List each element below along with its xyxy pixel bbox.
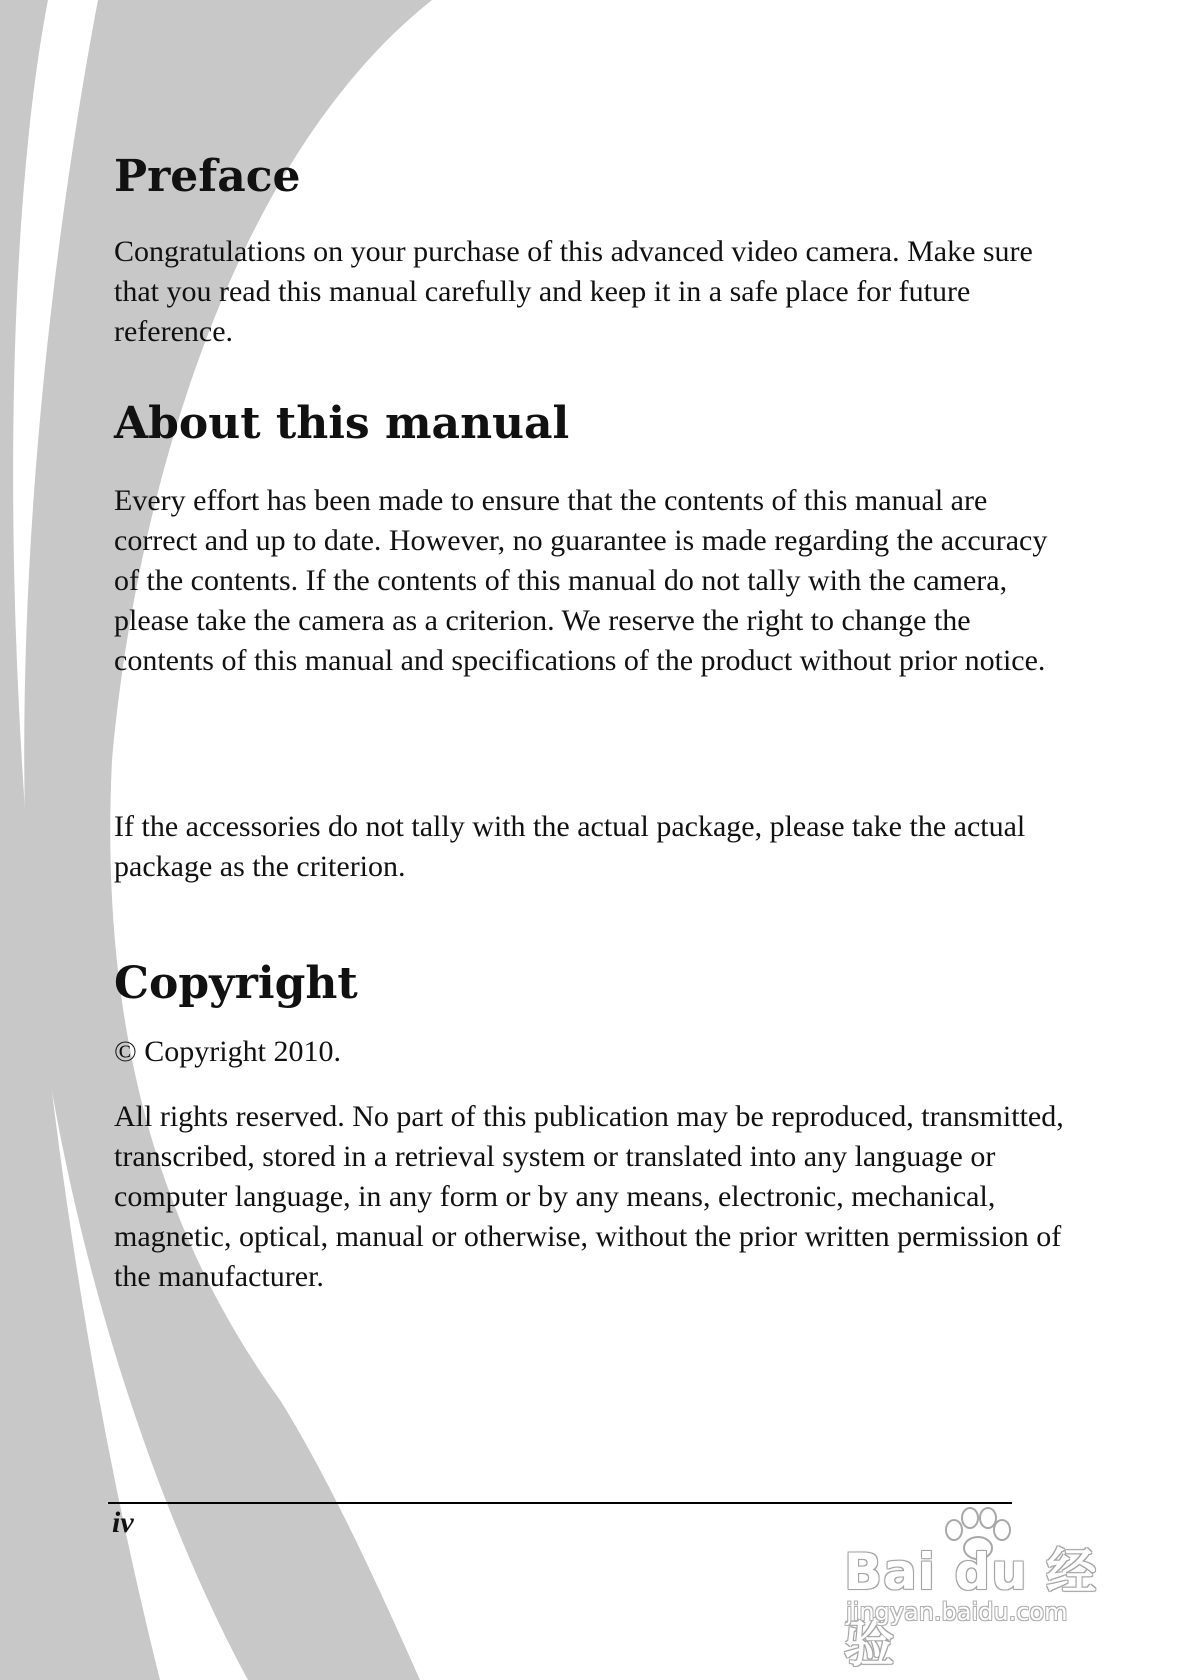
about-heading: About this manual	[114, 398, 570, 449]
copyright-rights: All rights reserved. No part of this publication may be reproduced, transmitted, transcribed, stored in a retrieval system or translated into any language or computer language, in any form or by any means, electronic, mechanical, magnetic, optical, manual or otherwise, without the prior written permission of the manufacturer.	[114, 1100, 1064, 1293]
baidu-jingyan-watermark	[840, 1506, 1130, 1673]
copyright-notice: © Copyright 2010.	[114, 1035, 341, 1068]
accessories-note: If the accessories do not tally with the actual package, please take the actual package as the criterion.	[114, 810, 1026, 883]
baidu-logo-text: Bai du 经验	[844, 1543, 1098, 1673]
footer-rule	[108, 1502, 1012, 1504]
about-body: Every effort has been made to ensure that the contents of this manual are correct and up to date. However, no guarantee is made regarding the accuracy of the contents. If the contents of this manual do not tally with the camera, please take the camera as a criterion. We reserve the right to change the contents of this manual and specifications of the product without prior notice.	[114, 484, 1048, 677]
copyright-heading: Copyright	[114, 958, 358, 1009]
preface-body: Congratulations on your purchase of this advanced video camera. Make sure that you read this manual carefully and keep it in a safe place for future reference.	[114, 235, 1033, 348]
preface-heading: Preface	[114, 151, 301, 202]
watermark-url: jingyan.baidu.com	[846, 1598, 1068, 1626]
page-number: iv	[112, 1506, 134, 1539]
